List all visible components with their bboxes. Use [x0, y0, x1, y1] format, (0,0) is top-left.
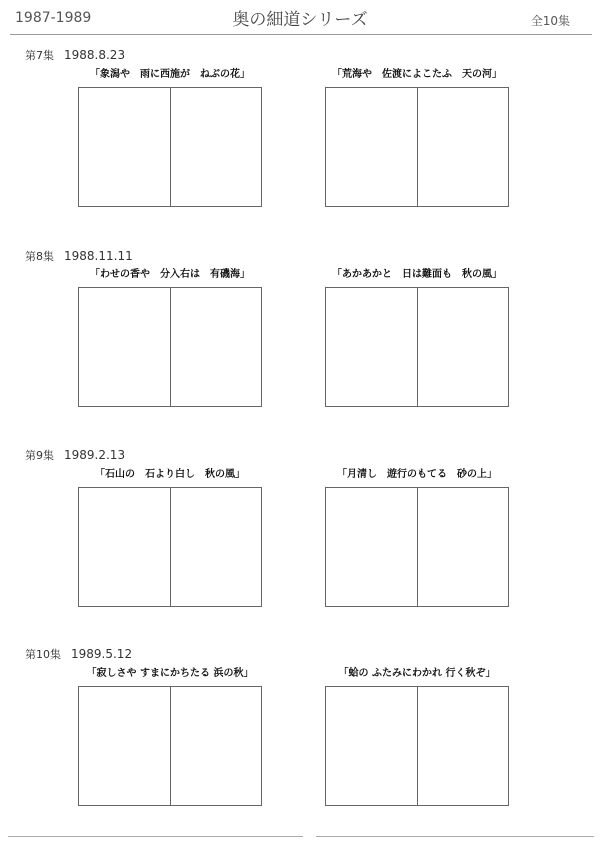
stamp-slot	[171, 488, 262, 606]
stamp-album-box	[325, 487, 509, 607]
header-divider	[10, 34, 592, 35]
section-label	[25, 47, 125, 63]
section-7	[0, 47, 600, 247]
footer-divider-left	[8, 836, 303, 837]
stamp-slot	[79, 88, 171, 206]
issue-date: 1988.11.11	[64, 249, 133, 263]
stamp-album-box	[325, 87, 509, 207]
stamp-slot	[418, 288, 509, 406]
section-label	[25, 447, 125, 463]
stamp-slot	[418, 488, 509, 606]
haiku-verse: 「象潟や 雨に西施が ねぶの花」	[90, 69, 250, 80]
issue-date: 1988.8.23	[64, 48, 126, 62]
header-years: 1987-1989	[15, 10, 92, 26]
stamp-album-box	[78, 287, 262, 407]
stamp-album-box	[78, 87, 262, 207]
section-label	[25, 646, 132, 662]
issue-date: 1989.5.12	[71, 647, 133, 661]
stamp-slot	[326, 687, 418, 805]
header-count: 全10集	[530, 14, 570, 28]
stamp-slot	[326, 488, 418, 606]
stamp-slot	[418, 88, 509, 206]
haiku-verse: 「わせの香や 分入右は 有磯海」	[90, 269, 250, 280]
stamp-album-box	[78, 487, 262, 607]
stamp-slot	[326, 88, 418, 206]
stamp-slot	[79, 488, 171, 606]
section-9	[0, 447, 600, 647]
section-8	[0, 248, 600, 448]
stamp-slot	[79, 687, 171, 805]
stamp-album-box	[325, 287, 509, 407]
stamp-slot	[418, 687, 509, 805]
haiku-verse: 「蛤の ふたみにわかれ 行く秋ぞ」	[338, 668, 496, 679]
stamp-slot	[171, 288, 262, 406]
section-number: 第7集	[25, 49, 54, 62]
section-label	[25, 248, 133, 264]
issue-date: 1989.2.13	[64, 448, 126, 462]
stamp-slot	[171, 88, 262, 206]
section-number: 第8集	[25, 250, 54, 263]
section-number: 第10集	[25, 648, 61, 661]
section-10	[0, 646, 600, 846]
stamp-slot	[326, 288, 418, 406]
section-number: 第9集	[25, 449, 54, 462]
stamp-album-box	[78, 686, 262, 806]
haiku-verse: 「荒海や 佐渡によこたふ 天の河」	[332, 69, 502, 80]
stamp-slot	[79, 288, 171, 406]
haiku-verse: 「石山の 石より白し 秋の風」	[95, 469, 245, 480]
haiku-verse: 「寂しさや すまにかちたる 浜の秋」	[86, 668, 254, 679]
page-title: 奥の細道シリーズ	[232, 10, 368, 30]
footer-divider-right	[316, 836, 594, 837]
stamp-slot	[171, 687, 262, 805]
stamp-album-box	[325, 686, 509, 806]
haiku-verse: 「月清し 遊行のもてる 砂の上」	[337, 469, 497, 480]
haiku-verse: 「あかあかと 日は難面も 秋の風」	[332, 269, 502, 280]
